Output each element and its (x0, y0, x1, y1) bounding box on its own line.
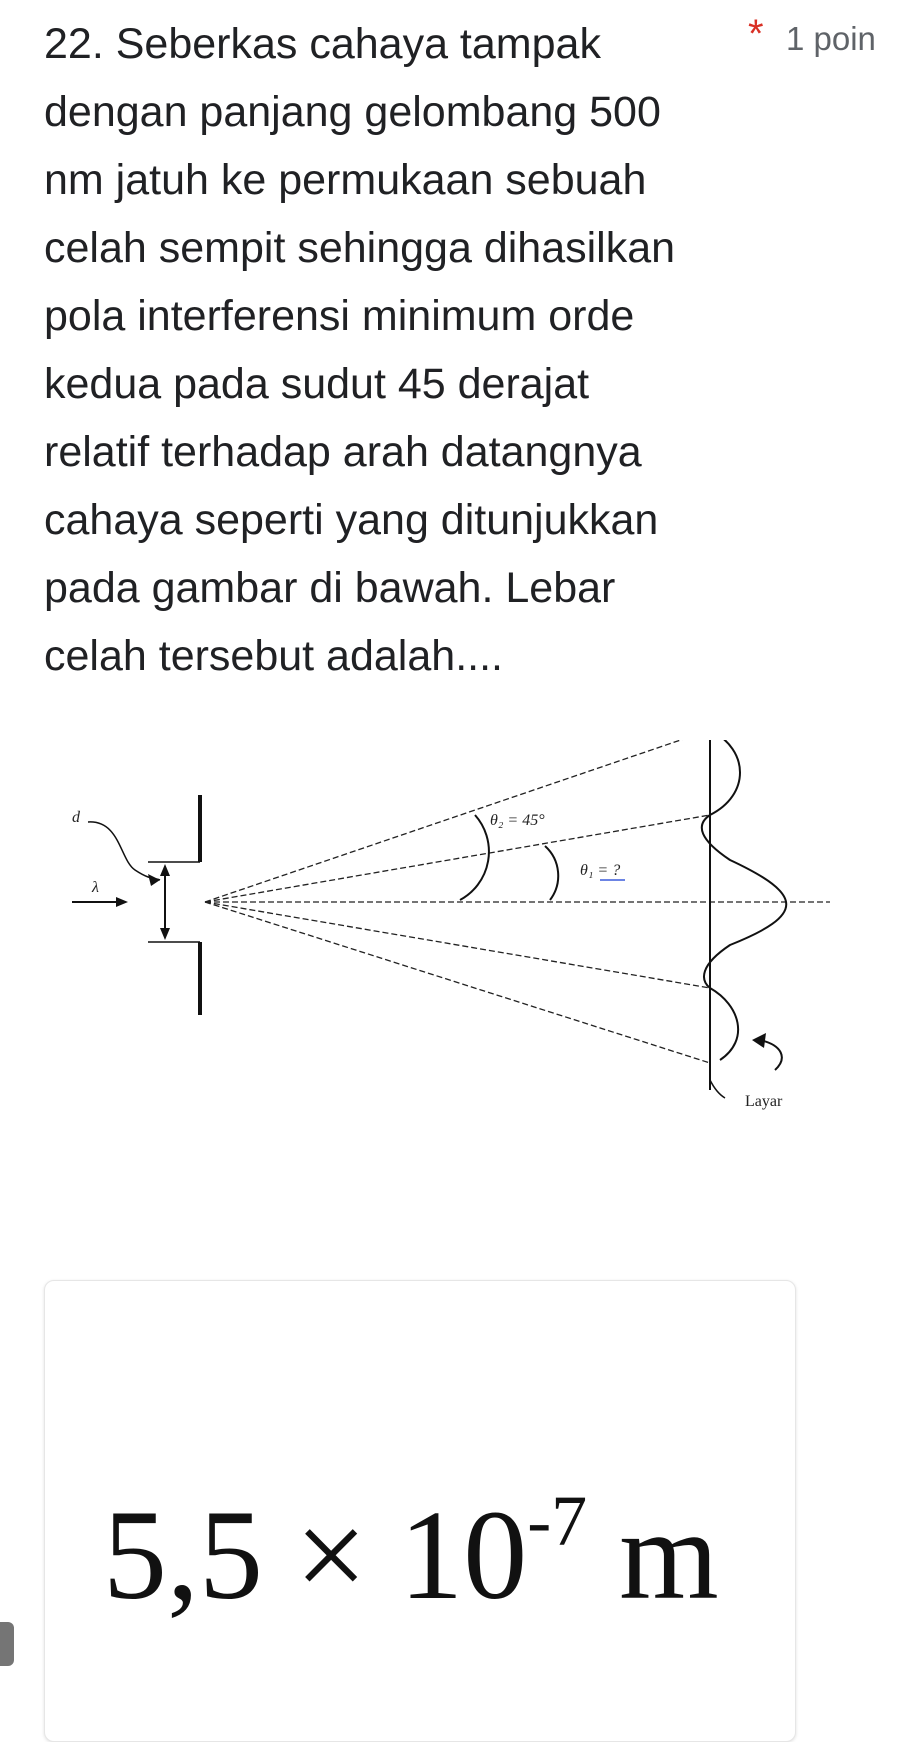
option-mantissa: 5,5 × 10 (103, 1484, 528, 1626)
screen-pointer-arrowhead (752, 1033, 766, 1048)
d-pointer-arrowhead (148, 874, 160, 886)
intensity-pattern (702, 740, 786, 1060)
ray-upper (205, 815, 710, 902)
side-scroll-handle[interactable] (0, 1622, 14, 1666)
answer-option-formula (103, 1481, 719, 1626)
required-asterisk: * (748, 12, 764, 56)
label-d: d (72, 809, 80, 826)
option-exponent: -7 (527, 1481, 588, 1561)
label-theta1: θ₁ = ? (580, 862, 621, 879)
ray-lower (205, 902, 710, 988)
d-pointer-line (88, 822, 160, 880)
incident-light-arrowhead (116, 897, 128, 907)
ray-bottom (205, 902, 710, 1063)
diffraction-diagram (60, 740, 880, 1220)
label-lambda: λ (92, 879, 99, 896)
arrow-head-up (160, 864, 170, 876)
diffraction-diagram-svg (60, 740, 880, 1220)
answer-option-card[interactable] (44, 1280, 796, 1742)
points-label: 1 poin (786, 20, 876, 57)
arrow-head-down (160, 928, 170, 940)
label-screen: Layar (745, 1093, 783, 1110)
label-theta2: θ₂ = 45° (490, 812, 545, 829)
question-text: 22. Seberkas cahaya tampak dengan panjang gelombang 500 nm jatuh ke permukaan sebuah celah sempit sehingga dihasilkan pola interferensi minimum orde kedua pada sudut 45 derajat relatif terhadap arah datangnya cahaya seperti yang ditunjukkan pada gambar di bawah. Lebar celah tersebut adalah.... (44, 20, 676, 680)
option-unit: m (587, 1484, 719, 1626)
angle-arc-theta1 (545, 846, 558, 900)
screen-bottom-curl (710, 1080, 725, 1098)
ray-top (205, 740, 710, 902)
